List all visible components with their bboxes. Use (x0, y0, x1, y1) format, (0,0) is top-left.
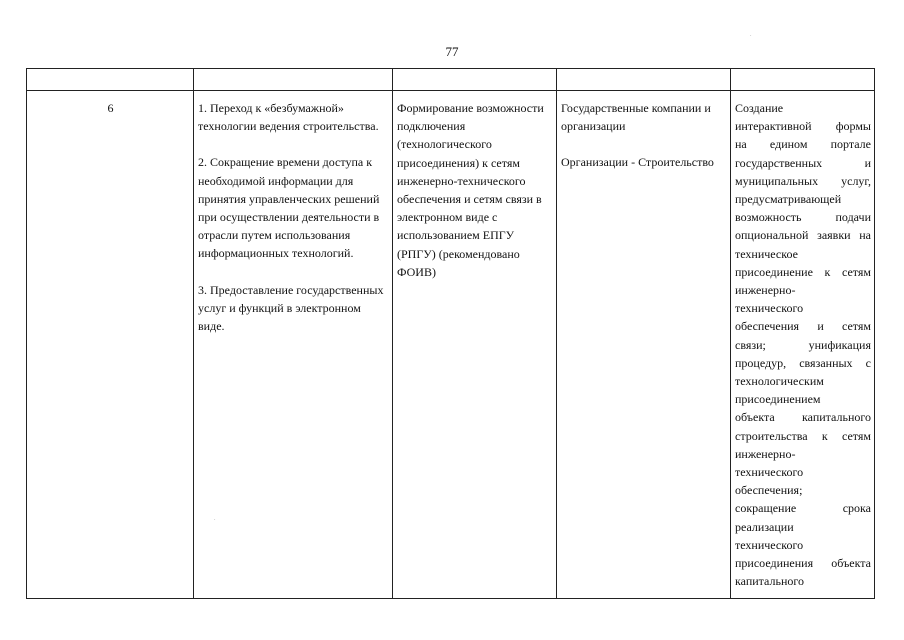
scan-speck: . (750, 32, 752, 38)
result-line: Создание (735, 101, 784, 115)
goals-cell (194, 91, 393, 599)
table-row (27, 91, 875, 599)
goal-item: 1. Переход к «безбумажной» технологии ведения строительства. (198, 101, 379, 134)
participant-item: Организации - Строительство (561, 155, 714, 170)
result-line: обеспечения и сетям (735, 319, 871, 334)
result-line: на едином портале (735, 137, 871, 152)
result-line: техническое (735, 246, 798, 261)
result-line: присоединение к сетям (735, 264, 871, 279)
result-line: государственных и (735, 155, 871, 170)
document-table (26, 68, 875, 599)
result-line: объекта капитального (735, 410, 871, 425)
result-line: технического (735, 301, 804, 316)
result-line: интерактивной формы (735, 119, 871, 134)
page-number: 77 (445, 44, 459, 59)
result-line: предусматривающей (735, 192, 842, 207)
result-line: технологическим (735, 374, 824, 389)
result-line: реализации (735, 519, 794, 534)
result-line: капитального (735, 574, 804, 589)
result-line: связи; унификация (735, 337, 871, 352)
result-line: муниципальных услуг, (735, 173, 871, 188)
result-cell (731, 91, 875, 599)
header-cell (194, 69, 393, 91)
result-line: сокращение срока (735, 501, 871, 516)
result-line: строительства к сетям (735, 428, 871, 443)
result-line: присоединением (735, 392, 821, 407)
result-line: технического (735, 537, 804, 552)
goal-item: 2. Сокращение времени доступа к необходимой информации для принятия управленческих решений при осуществлении деятельности в отрасли путем использования информационных технологий. (198, 155, 380, 261)
result-line: обеспечения; (735, 483, 803, 498)
participant-item: Государственные компании и организации (561, 101, 711, 134)
participants-cell (557, 91, 731, 599)
result-line: технического (735, 465, 804, 480)
header-cell (393, 69, 557, 91)
header-cell (557, 69, 731, 91)
row-number-cell: 6 (27, 91, 194, 599)
header-cell (731, 69, 875, 91)
result-line: присоединения объекта (735, 556, 871, 571)
result-line: возможность подачи (735, 210, 871, 225)
measure-cell: Формирование возможности подключения (технологического присоединения) к сетям инженерно-технического обеспечения и сетям связи в электронном виде с использованием ЕПГУ (РПГУ) (рекомендовано ФОИВ) (393, 91, 557, 599)
header-cell (27, 69, 194, 91)
result-line: инженерно- (735, 283, 796, 298)
result-line: инженерно- (735, 446, 796, 461)
goal-item: 3. Предоставление государственных услуг и функций в электронном виде. (198, 282, 384, 334)
result-line: опциональной заявки на (735, 228, 871, 243)
table-header-row (27, 69, 875, 91)
scan-speck: . (214, 516, 216, 522)
result-line: процедур, связанных с (735, 355, 871, 370)
